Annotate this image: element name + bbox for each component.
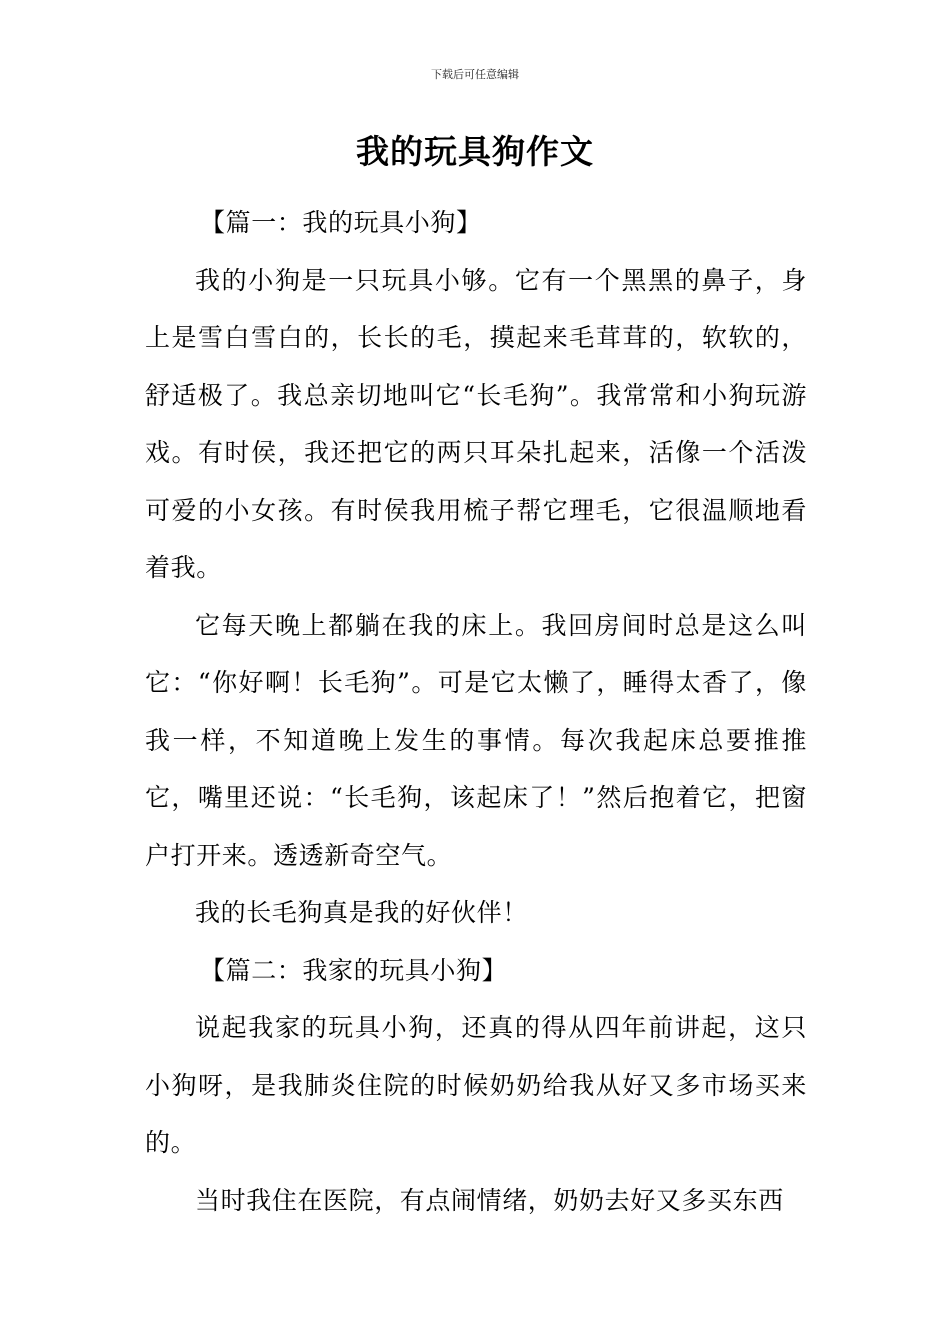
section-heading: 【篇二：我家的玩具小狗】 [200, 955, 508, 985]
paragraph: 我的小狗是一只玩具小够。它有一个黑黑的鼻子，身上是雪白雪白的，长长的毛，摸起来毛茸茸的，软软的，舒适极了。我总亲切地叫它“长毛狗”。我常常和小狗玩游戏。有时侯，我还把它的两只耳朵扎起来，活像一个活泼可爱的小女孩。有时侯我用梳子帮它理毛，它很温顺地看着我。 [145, 265, 807, 582]
paragraph: 我的长毛狗真是我的好伙伴！ [195, 898, 528, 927]
document-title: 我的玩具狗作文 [356, 132, 594, 171]
paragraph: 它每天晚上都躺在我的床上。我回房间时总是这么叫它：“你好啊！长毛狗”。可是它太懒了，睡得太香了，像我一样，不知道晚上发生的事情。每次我起床总要推推它，嘴里还说：“长毛狗，该起床了！”然后抱着它，把窗户打开来。透透新奇空气。 [145, 610, 807, 870]
paragraph: 当时我住在医院，有点闹情绪，奶奶去好又多买东西 [195, 1185, 784, 1215]
paragraph: 说起我家的玩具小狗，还真的得从四年前讲起，这只小狗呀，是我肺炎住院的时候奶奶给我从好又多市场买来的。 [145, 1013, 807, 1157]
section-heading: 【篇一：我的玩具小狗】 [200, 208, 482, 237]
document-body [145, 194, 807, 1229]
header-note: 下载后可任意编辑 [431, 68, 519, 81]
